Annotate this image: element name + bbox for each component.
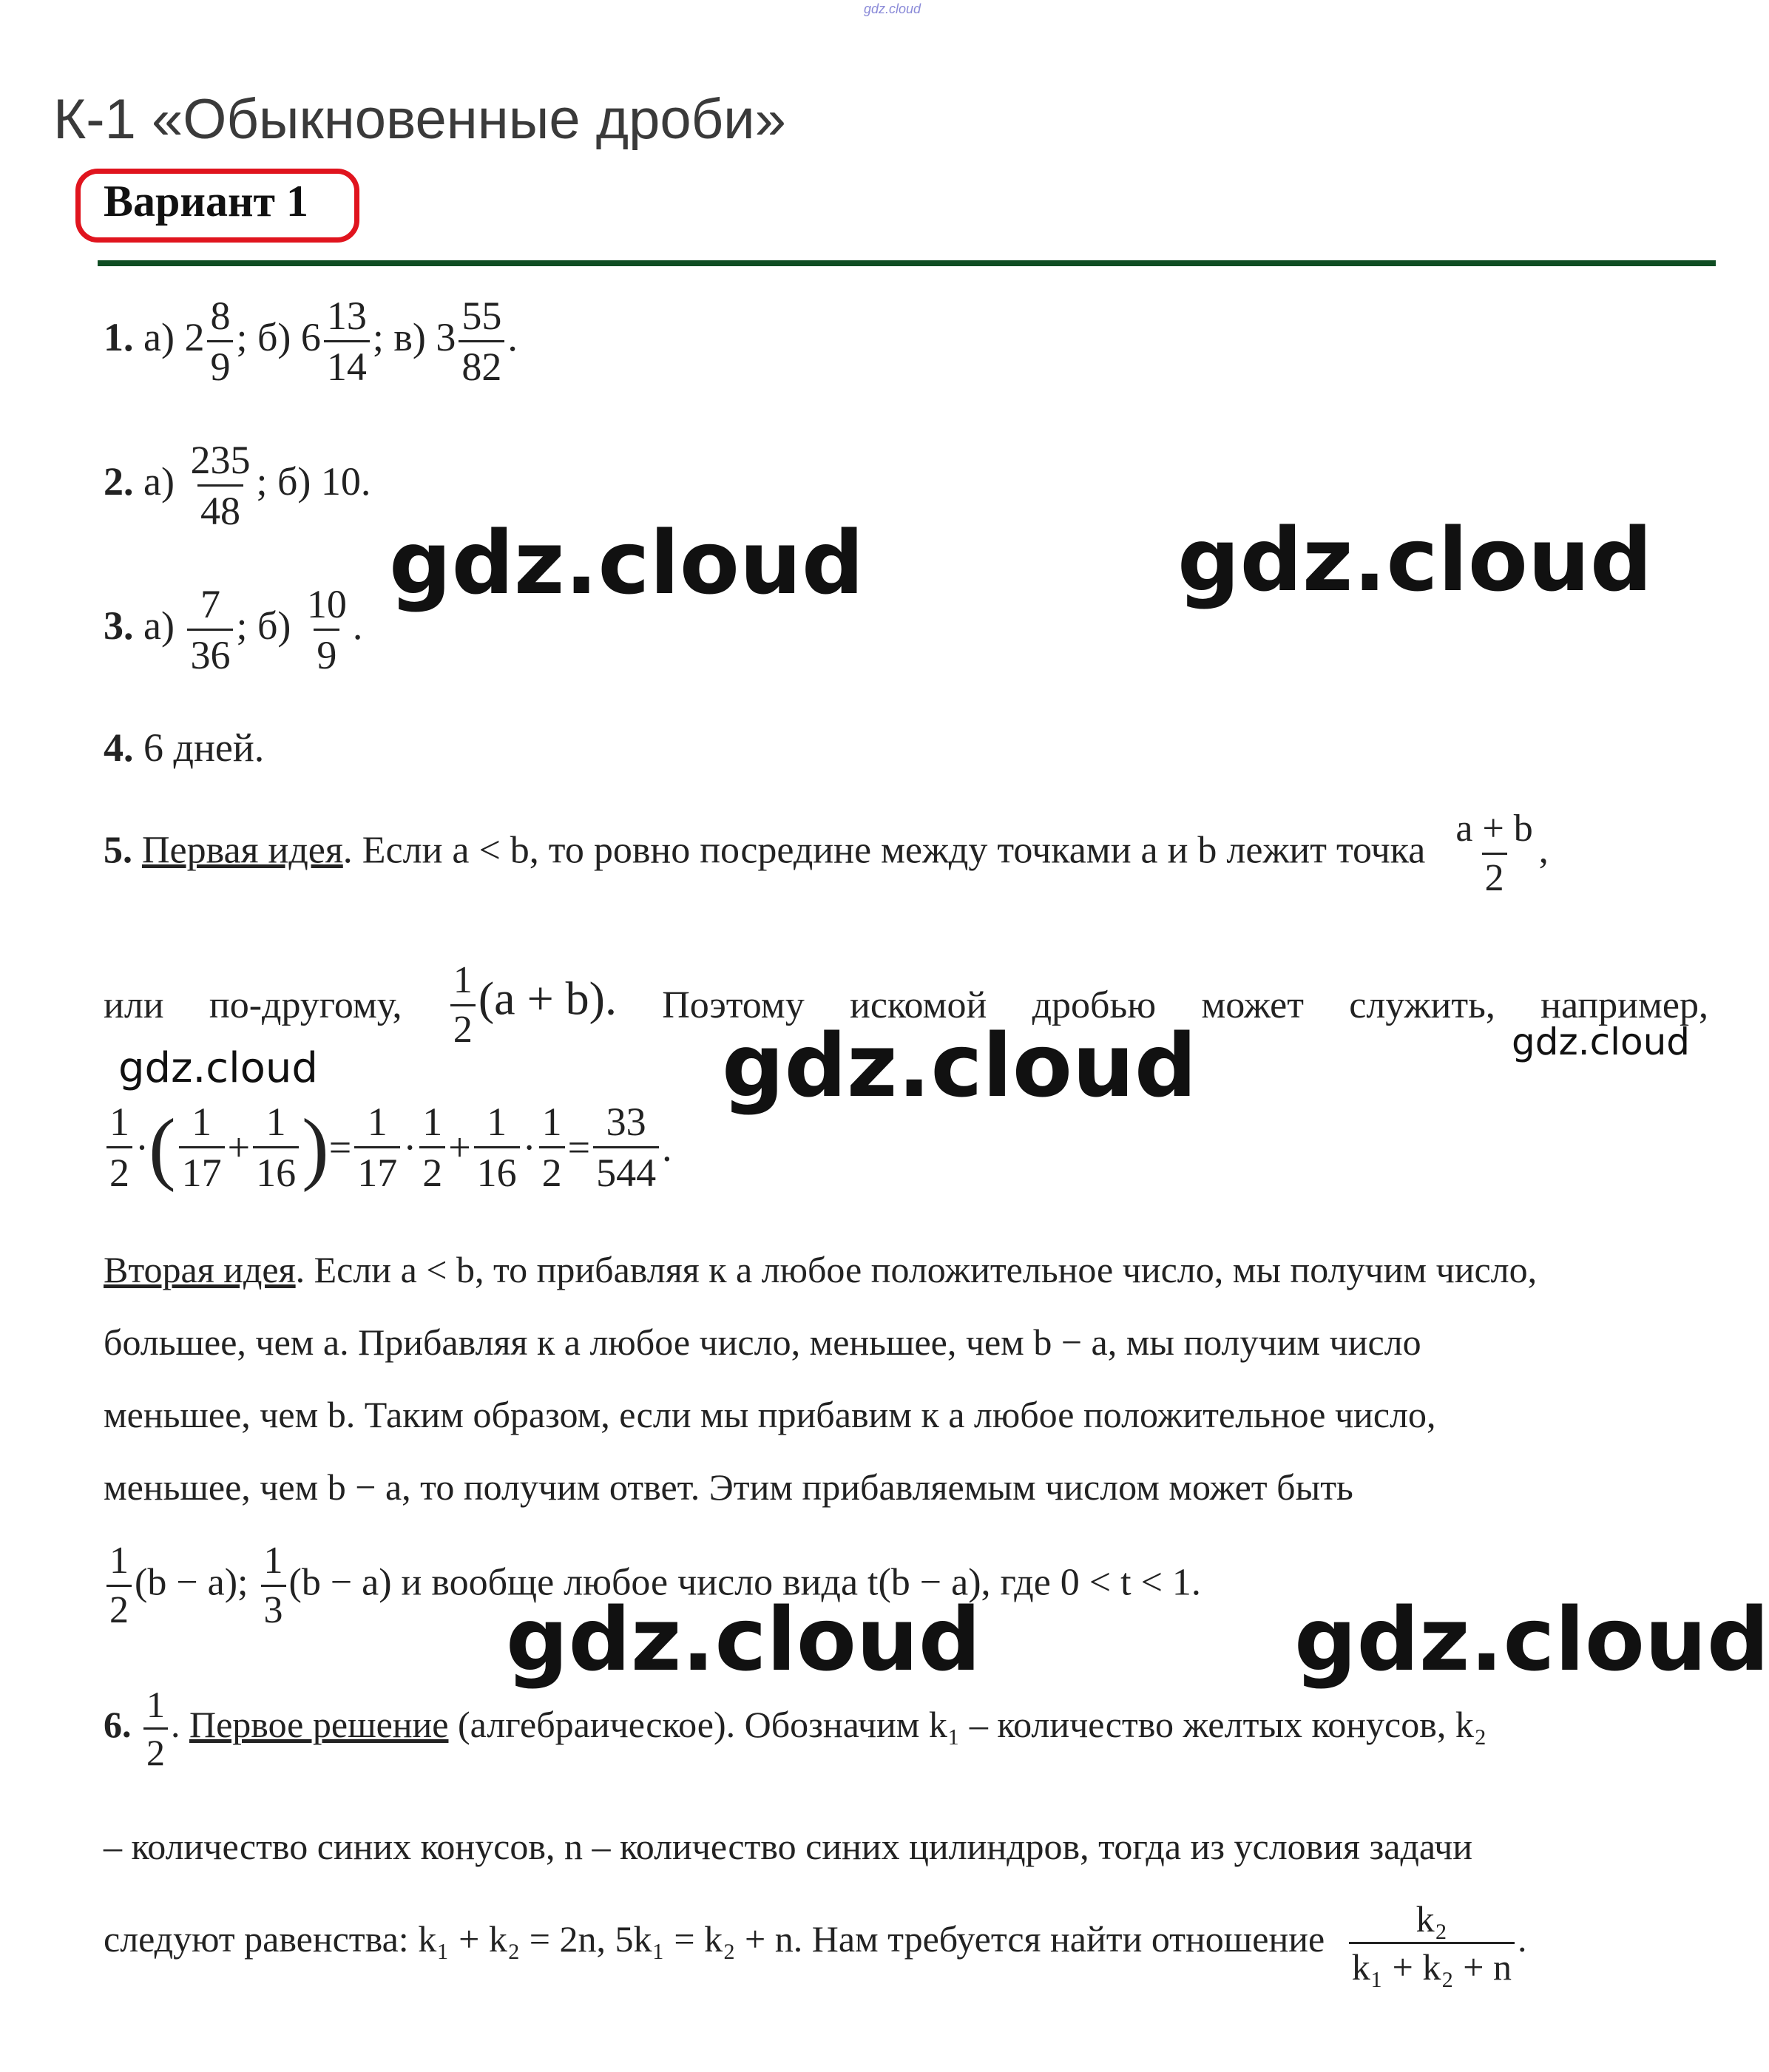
fraction (207, 296, 233, 387)
task-6-line-3 (104, 1898, 1527, 1988)
numerator: 1 (265, 1100, 286, 1144)
task-number: 5. (104, 829, 132, 872)
paragraph-text: (алгебраическое). Обозначим k₁ – количество желтых конусов, k₂ (457, 1703, 1487, 1745)
denominator: 544 (593, 1146, 659, 1193)
numerator: a + b (1455, 808, 1533, 850)
punctuation: . (507, 314, 518, 359)
item-label: ; в) (372, 314, 426, 359)
open-paren: ( (148, 1102, 176, 1193)
denominator: 2 (1482, 853, 1507, 898)
denominator: 16 (253, 1146, 299, 1193)
denominator: 2 (450, 1004, 476, 1049)
numerator: 1 (453, 959, 473, 1001)
denominator: 36 (187, 629, 233, 675)
numerator: 8 (210, 294, 231, 338)
variant-label: Вариант 1 (104, 177, 309, 226)
numerator: 13 (326, 294, 367, 338)
paragraph-text: . Если a < b, то прибавляя к a любое положительное число, мы получим число, (295, 1249, 1538, 1290)
fraction (261, 1542, 286, 1630)
divider-rule (98, 260, 1716, 266)
task-5-idea-2-line-2: большее, чем a. Прибавляя к a любое число, меньшее, чем b − a, мы получим число (104, 1321, 1421, 1363)
fraction (593, 1102, 659, 1193)
watermark: gdz.cloud (1294, 1588, 1769, 1690)
numerator: 1 (367, 1100, 388, 1144)
denominator: 16 (474, 1146, 520, 1193)
item-label: а) (143, 458, 175, 504)
denominator: 17 (354, 1146, 400, 1193)
denominator: 48 (197, 484, 243, 531)
item-label: ; б) (236, 603, 291, 648)
word: например, (1540, 984, 1708, 1026)
fraction (1349, 1898, 1515, 1988)
watermark: gdz.cloud (722, 1015, 1197, 1117)
denominator: 2 (143, 1727, 168, 1771)
word: Поэтому (662, 984, 805, 1026)
item-label: ; б) (236, 314, 291, 359)
idea-heading: Вторая идея (104, 1249, 296, 1290)
watermark: gdz.cloud (389, 512, 865, 614)
numerator: 1 (263, 1540, 283, 1582)
denominator: 2 (539, 1146, 565, 1193)
fraction (450, 961, 476, 1049)
fraction (419, 1102, 445, 1193)
task-number: 3. (104, 603, 134, 648)
numerator: 1 (422, 1100, 443, 1144)
watermark: gdz.cloud (1177, 509, 1653, 611)
half-expression (447, 961, 617, 1049)
denominator: 3 (261, 1585, 286, 1630)
word: служить, (1349, 984, 1495, 1026)
fraction (143, 1686, 168, 1771)
item-label: а) (143, 314, 175, 359)
whole-part: 6 (300, 314, 321, 359)
idea-heading: Первая идея (142, 829, 343, 872)
fraction (187, 584, 233, 675)
task-5-idea-2-line-1 (104, 1248, 1537, 1291)
paragraph-text: . Если a < b, то ровно посредине между точками a и b лежит точка (342, 829, 1426, 872)
punctuation: . (1517, 1917, 1527, 1960)
expression: (b − a); (135, 1561, 248, 1604)
fraction (539, 1102, 565, 1193)
punctuation: . (352, 603, 363, 648)
denominator: 2 (106, 1146, 132, 1193)
numerator: 1 (146, 1684, 165, 1725)
fraction (304, 584, 350, 675)
answer-text: 6 дней. (143, 725, 265, 770)
watermark: gdz.cloud (118, 1044, 318, 1092)
word: или (104, 984, 164, 1026)
whole-part: 2 (184, 314, 205, 359)
denominator: k₁ + k₂ + n (1349, 1942, 1515, 1985)
paragraph-text: следуют равенства: k₁ + k₂ = 2n, 5k₁ = k₂ + n. Нам требуется найти отношение (104, 1917, 1325, 1960)
task-number: 2. (104, 458, 134, 504)
task-6-line-2: – количество синих конусов, n – количество синих цилиндров, тогда из условия задачи (104, 1826, 1473, 1867)
task-number: 6. (104, 1703, 132, 1745)
numerator: 1 (541, 1100, 562, 1144)
fraction (106, 1542, 132, 1630)
watermark: gdz.cloud (1512, 1020, 1691, 1063)
fraction (1452, 810, 1535, 898)
task-3 (104, 584, 362, 675)
item-label: а) (143, 603, 175, 648)
fraction (354, 1102, 400, 1193)
denominator: 9 (314, 629, 339, 675)
denominator: 82 (459, 340, 504, 387)
task-6-line-1: 6. $\frac{1}{2}$ . Первое решение (алгебраическое). Обозначим k₁ – количество желтых конусов, k₂ (104, 1684, 1487, 1773)
task-5-line-1 (104, 810, 1549, 898)
punctuation: . (662, 1125, 672, 1170)
word: может (1201, 984, 1304, 1026)
task-2 (104, 440, 371, 531)
numerator: 235 (190, 438, 251, 482)
numerator: 1 (192, 1100, 212, 1144)
site-label: gdz.cloud (864, 1, 921, 16)
whole-part: 3 (436, 314, 456, 359)
numerator: k₂ (1415, 1898, 1448, 1940)
equation: $\frac{1}{2}$ ·( $\frac{1}{17}$ + $\frac{1}{16}$ )= $\frac{1}{17}$ · $\frac{1}{2}$ + $\frac{1}{16}$ · $\frac{1}{2}$ = $\frac{33}{544}$ . (104, 1102, 672, 1193)
fraction (474, 1102, 520, 1193)
denominator: 17 (179, 1146, 225, 1193)
task-5-idea-2-line-3: меньшее, чем b. Таким образом, если мы прибавим к a любое положительное число, (104, 1394, 1436, 1435)
watermark: gdz.cloud (506, 1588, 981, 1690)
numerator: 1 (109, 1540, 129, 1582)
fraction (324, 296, 370, 387)
word: по-другому, (209, 984, 402, 1026)
denominator: 14 (324, 340, 370, 387)
numerator: 1 (487, 1100, 507, 1144)
task-5-idea-2-line-4: меньшее, чем b − a, то получим ответ. Этим прибавляемым числом может быть (104, 1466, 1353, 1508)
numerator: 33 (606, 1100, 646, 1144)
solution-heading: Первое решение (189, 1703, 449, 1745)
task-4 (104, 725, 264, 771)
numerator: 7 (200, 582, 220, 626)
denominator: 2 (106, 1585, 132, 1630)
fraction (459, 296, 504, 387)
expression: (b − a) и вообще любое число вида t(b − a), где 0 < t < 1. (288, 1561, 1201, 1604)
fraction (187, 440, 253, 531)
fraction (106, 1102, 132, 1193)
denominator: 9 (207, 340, 233, 387)
word: искомой (850, 984, 987, 1026)
numerator: 1 (109, 1100, 129, 1144)
fraction (253, 1102, 299, 1193)
numerator: 10 (306, 582, 347, 626)
numerator: 55 (461, 294, 502, 338)
denominator: 2 (419, 1146, 445, 1193)
task-number: 4. (104, 725, 134, 770)
task-number: 1. (104, 314, 134, 359)
page-title: К-1 «Обыкновенные дроби» (53, 88, 786, 151)
close-paren: ) (302, 1102, 329, 1193)
word: дробью (1032, 984, 1157, 1026)
task-1 (104, 296, 518, 387)
answer-text: ; б) 10. (256, 458, 371, 504)
punctuation: , (1538, 829, 1549, 872)
fraction (179, 1102, 225, 1193)
expression: (a + b). (478, 972, 617, 1025)
